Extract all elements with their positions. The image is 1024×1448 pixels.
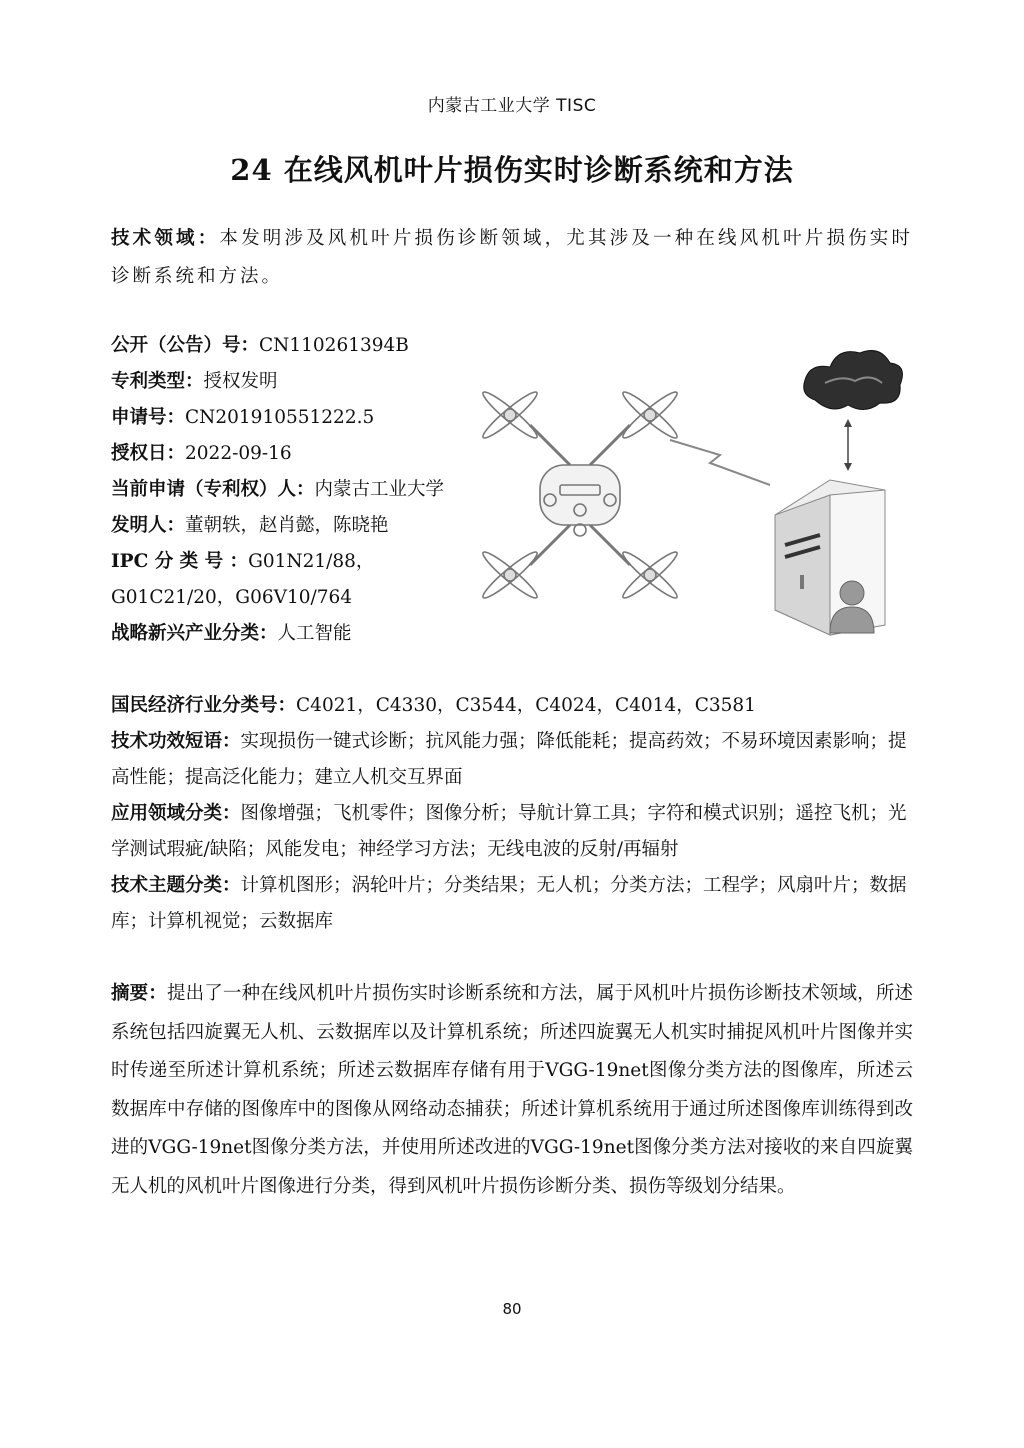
tech-field	[111, 220, 913, 296]
pub-no-row: 公开（公告）号：CN110261394B	[111, 335, 409, 356]
cloud-icon	[804, 351, 903, 410]
topics-row: 技术主题分类：计算机图形；涡轮叶片；分类结果；无人机；分类方法；工程学；风扇叶片；数据库；计算机视觉；云数据库	[111, 875, 907, 932]
abstract-text: 提出了一种在线风机叶片损伤实时诊断系统和方法，属于风机叶片损伤诊断技术领域，所述系统包括四旋翼无人机、云数据库以及计算机系统；所述四旋翼无人机实时捕捉风机叶片图像并实时传递至所述计算机系统；所述云数据库存储有用于VGG-19net图像分类方法的图像库，所述云数据库中存储的图像库中的图像从网络动态捕获；所述计算机系统用于通过所述图像库训练得到改进的VGG-19net图像分类方法，并使用所述改进的VGG-19net图像分类方法对接收的来自四旋翼无人机的风机叶片图像进行分类，得到风机叶片损伤诊断分类、损伤等级划分结果。	[111, 983, 913, 1197]
drone-icon	[479, 388, 680, 602]
patent-type-row: 专利类型：授权发明	[111, 371, 278, 392]
system-figure	[470, 335, 910, 645]
wireless-signal-icon	[670, 440, 770, 485]
meta-block	[111, 328, 456, 652]
server-icon	[775, 480, 885, 635]
abstract	[111, 975, 913, 1206]
application-row: 应用领域分类：图像增强；飞机零件；图像分析；导航计算工具；字符和模式识别；遥控飞机；光学测试瑕疵/缺陷；风能发电；神经学习方法；无线电波的反射/再辐射	[111, 803, 907, 860]
page-title: 24 在线风机叶片损伤实时诊断系统和方法	[230, 153, 794, 187]
tech-field-label: 技术领域：	[111, 228, 220, 249]
abstract-label: 摘要：	[111, 983, 167, 1004]
page-number: 80	[502, 1300, 522, 1318]
strategic-row: 战略新兴产业分类：人工智能	[111, 623, 352, 644]
inventors-row: 发明人：董朝轶，赵肖懿，陈晓艳	[111, 515, 389, 536]
page-header: 内蒙古工业大学 TISC	[427, 96, 597, 116]
tech-field-text: 本发明涉及风机叶片损伤诊断领域，尤其涉及一种在线风机叶片损伤实时诊断系统和方法。	[111, 228, 913, 287]
applicant-row: 当前申请（专利权）人：内蒙古工业大学	[111, 479, 445, 500]
grant-date-row: 授权日：2022-09-16	[111, 443, 292, 464]
ipc-row: IPC 分 类 号 ：G01N21/88，G01C21/20，G06V10/764	[111, 551, 375, 608]
system-diagram	[470, 335, 910, 645]
effects-row: 技术功效短语：实现损伤一键式诊断；抗风能力强；降低能耗；提高药效；不易环境因素影响；提高性能；提高泛化能力；建立人机交互界面	[111, 731, 907, 788]
industry-row: 国民经济行业分类号：C4021，C4330，C3544，C4024，C4014，C3581	[111, 695, 756, 716]
app-no-row: 申请号：CN201910551222.5	[111, 407, 375, 428]
